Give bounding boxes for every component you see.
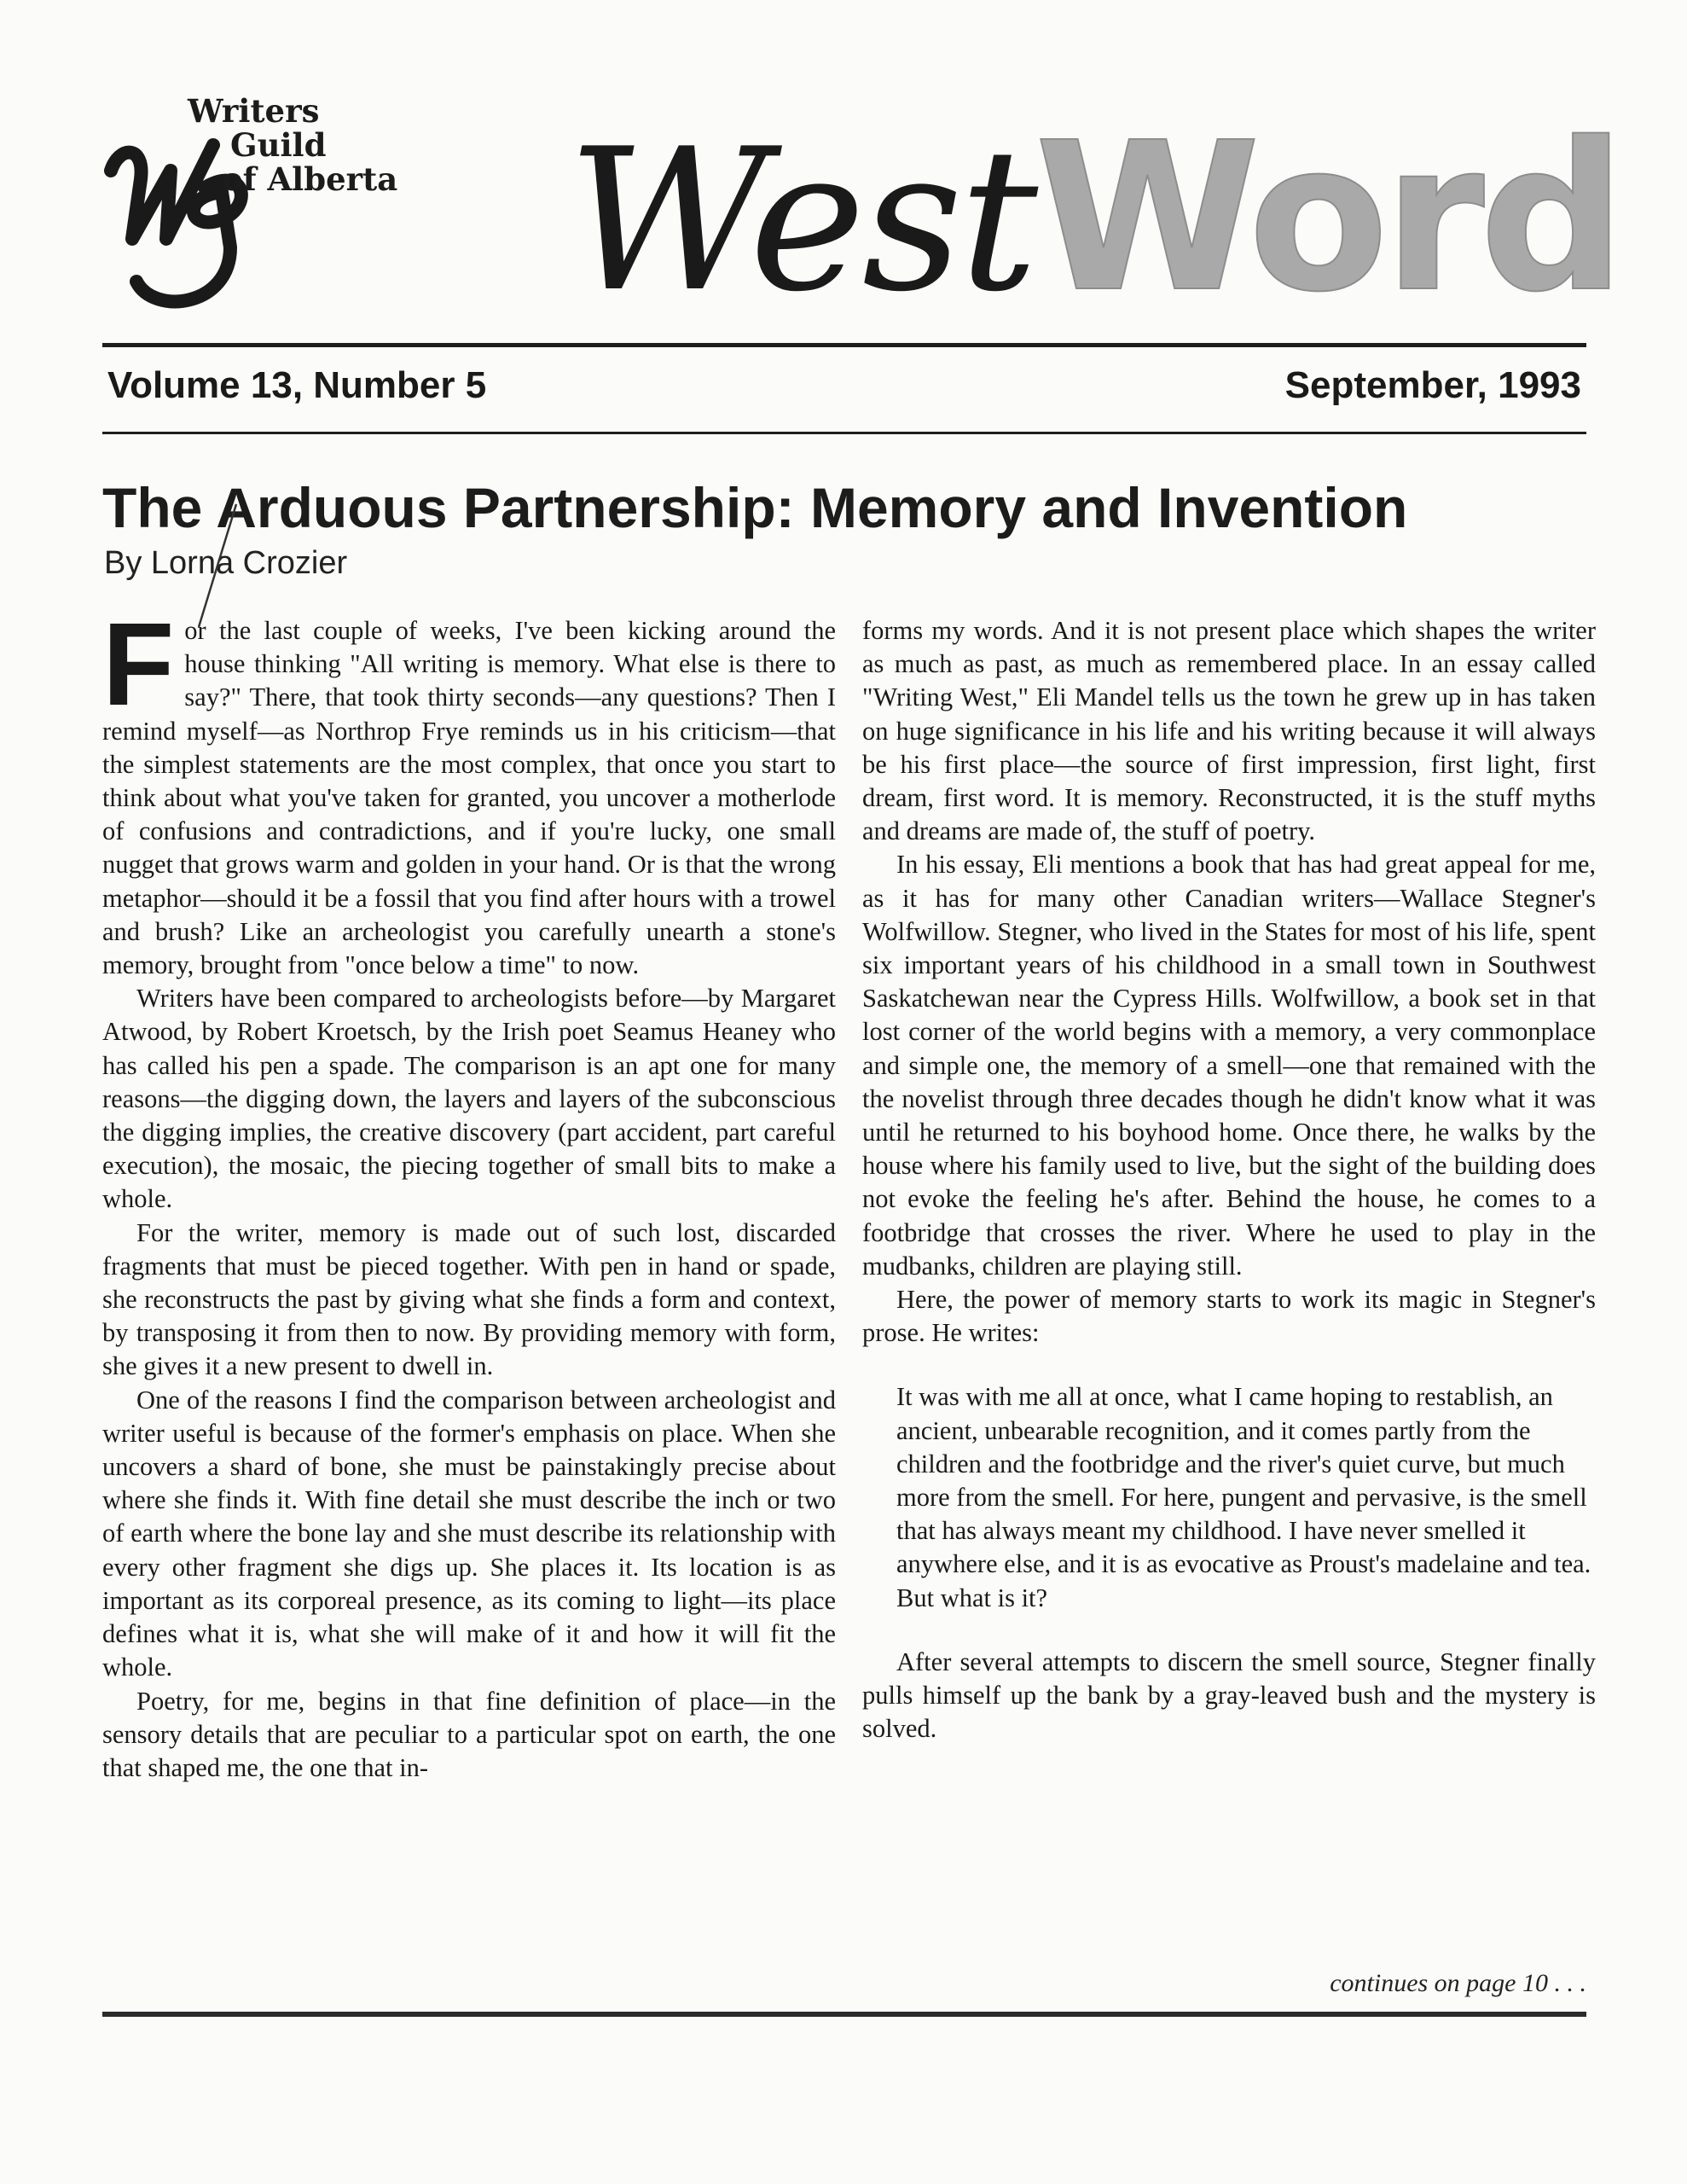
continues-note: continues on page 10 . . .	[1330, 1969, 1586, 1997]
newsletter-title	[567, 98, 1620, 337]
paragraph: After several attempts to discern the smell source, Stegner finally pulls himself up the bank by a gray-leaved bush and the mystery is solved.	[862, 1647, 1596, 1744]
title-west: West	[567, 107, 1035, 335]
masthead	[102, 85, 1621, 341]
paragraph: Writers have been compared to archeologists before—by Margaret Atwood, by Robert Kroetsch, by the Irish poet Seamus Heaney who has called his pen a spade. The comparison is an apt one for many reasons—the digging down, the layers and layers of the subconscious the digging implies, the creative discovery (part accident, part careful execution), the mosaic, the piecing together of small bits to make a whole.	[102, 984, 836, 1214]
issue-date: September, 1993	[1284, 364, 1581, 406]
article-byline: By Lorna Crozier	[104, 545, 348, 581]
paragraph: Poetry, for me, begins in that fine definition of place—in the sensory details that are peculiar to a particular spot on earth, the one that shaped me, the one that in-	[102, 1686, 836, 1782]
paragraph: forms my words. And it is not present place which shapes the writer as much as past, as much as remembered place. In an essay called "Writing West," Eli Mandel tells us the town he grew up in has taken on huge significance in his life and his writing because it will always be his first place—the source of first impression, first light, first dream, first word. It is memory. Reconstructed, it is the stuff myths and dreams are made of, the stuff of poetry.	[862, 616, 1596, 846]
paragraph: For the writer, memory is made out of such lost, discarded fragments that must be pieced together. With pen in hand or spade, she reconstructs the past by giving what she finds a form and context, by transposing it from then to now. By providing memory with form, she gives it a new present to dwell in.	[102, 1217, 836, 1381]
article-column-1	[102, 599, 836, 1785]
issue-rule	[102, 432, 1586, 434]
block-quote: It was with me all at once, what I came hoping to restablish, an ancient, unbearable recognition, and it comes partly from the children and the footbridge and the river's quiet curve, but much more from the smell. For here, pungent and pervasive, is the smell that has always meant my childhood. I have never smelled it anywhere else, and it is as evocative as Proust's madelaine and tea. But what is it?	[896, 1382, 1591, 1612]
article-headline: The Arduous Partnership: Memory and Invention	[102, 476, 1408, 539]
paragraph-text: or the last couple of weeks, I've been kicking around the house thinking "All writing is memory. What else is there to say?" There, that took thirty seconds—any questions? Then I remind myself—as Northrop Frye reminds us in his criticism—that the simplest statements are the most complex, that once you start to think about what you've taken for granted, you uncover a motherlode of confusions and contradictions, and if you're lucky, one small nugget that grows warm and golden in your hand. Or is that the wrong metaphor—should it be a fossil that you find after hours with a trowel and brush? Like an archeologist you carefully unearth a stone's memory, brought from "once below a time" to now.	[102, 616, 836, 980]
guild-name	[188, 94, 397, 196]
issue-line	[107, 360, 1581, 411]
paragraph: In his essay, Eli mentions a book that has had great appeal for me, as it has for many other Canadian writers—Wallace Stegner's Wolfwillow. Stegner, who lived in the States for most of his life, spent six important years of his childhood in a small town in Southwest Saskatchewan near the Cypress Hills. Wolfwillow, a book set in that lost corner of the world begins with a memory, a very commonplace and simple one, the memory of a smell—one that remained with the the novelist through three decades though he didn't know what it was until he returned to his boyhood home. Once there, he walks by the house where his family used to live, but the sight of the building does not evoke the feeling he's after. Behind the house, he comes to a footbridge that crosses the river. Where he used to play in the mudbanks, children are playing still.	[862, 850, 1596, 1281]
guild-logo	[102, 85, 461, 307]
footer-rule	[102, 2012, 1586, 2017]
paragraph: One of the reasons I find the comparison between archeologist and writer useful is because of the former's emphasis on place. When she uncovers a shard of bone, she must be painstakingly precise about where she finds it. With fine detail she must describe the inch or two of earth where the bone lay and she must describe its relationship with every other fragment she digs up. She places it. Its location is as important as its corporeal presence, as its coming to light—its place defines what it is, what she will make of it and how it will fit the whole.	[102, 1385, 836, 1682]
masthead-rule	[102, 343, 1586, 347]
paragraph: Here, the power of memory starts to work its magic in Stegner's prose. He writes:	[862, 1285, 1596, 1348]
article-column-2	[862, 614, 1596, 1746]
org-line3: of Alberta	[222, 160, 398, 198]
drop-cap: F	[102, 599, 175, 730]
issue-volume: Volume 13, Number 5	[107, 364, 487, 406]
org-line1: Writers	[188, 92, 320, 130]
org-line2: Guild	[230, 126, 327, 164]
paragraph	[102, 599, 836, 982]
title-word: Word	[1035, 98, 1621, 337]
